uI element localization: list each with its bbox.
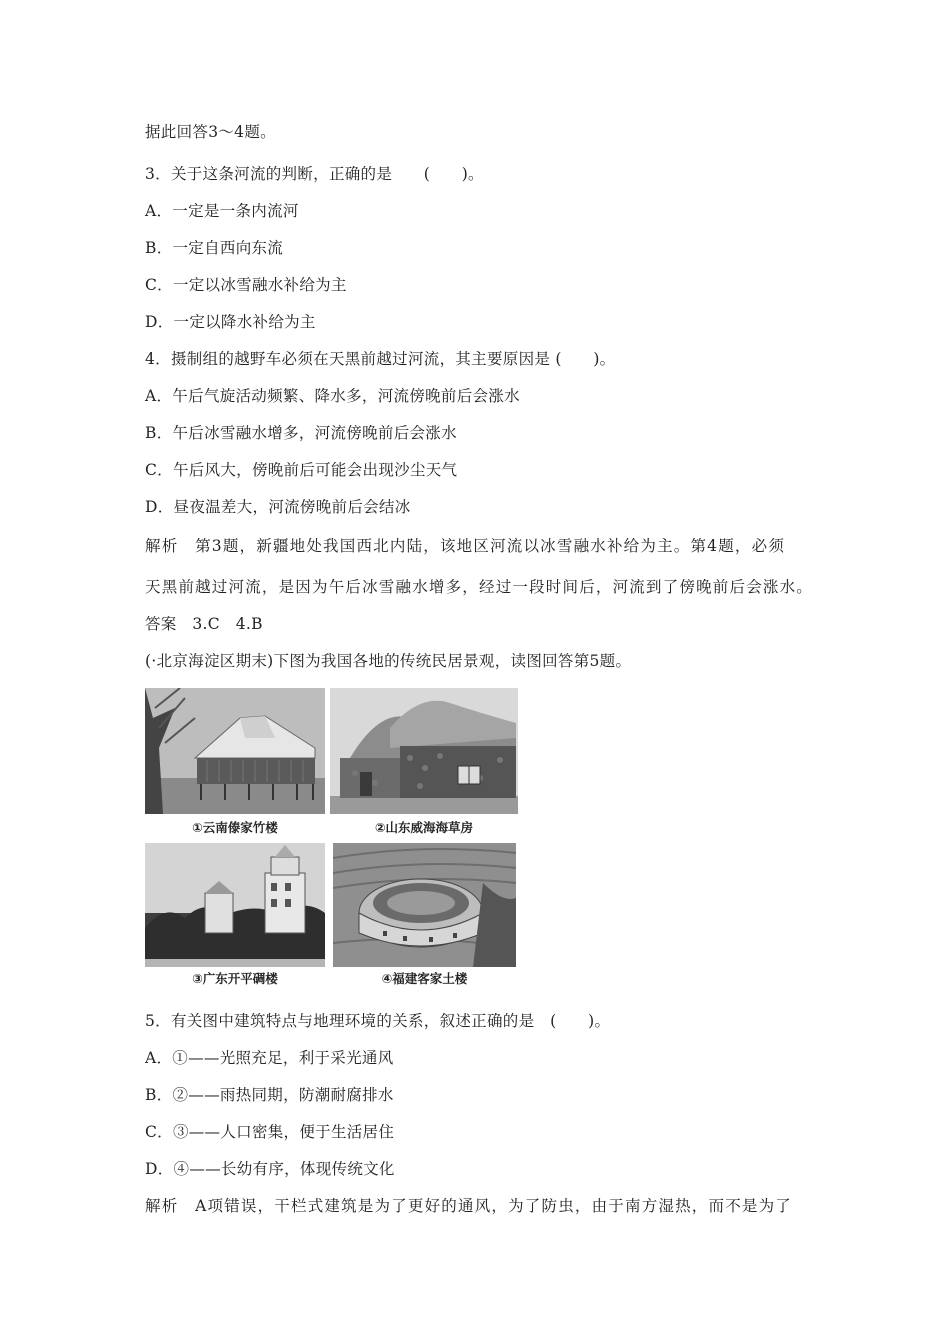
analysis-line-1: 解析 第3题，新疆地处我国西北内陆，该地区河流以冰雪融水补给为主。第4题，必须: [145, 537, 786, 555]
answer-line: 答案 3.C 4.B: [145, 615, 263, 633]
source-line: (·北京海淀区期末)下图为我国各地的传统民居景观，读图回答第5题。: [145, 652, 632, 670]
photo-kaiping-diaolou: [145, 843, 325, 991]
photo-caption-1: ①云南傣家竹楼: [192, 820, 278, 835]
q4-option-a: A．午后气旋活动频繁、降水多，河流傍晚前后会涨水: [145, 387, 520, 405]
q3-option-d: D．一定以降水补给为主: [145, 313, 316, 331]
q4-option-d: D．昼夜温差大，河流傍晚前后会结冰: [145, 498, 411, 516]
intro-text: 据此回答3～4题。: [145, 123, 276, 141]
photo-seaweed-house: [330, 688, 518, 840]
q5-option-d: D．④——长幼有序，体现传统文化: [145, 1160, 395, 1178]
q5-option-c: C．③——人口密集，便于生活居住: [145, 1123, 395, 1141]
photo-caption-2: ②山东威海海草房: [374, 820, 474, 835]
q3-option-c: C．一定以冰雪融水补给为主: [145, 276, 347, 294]
q4-stem: 4．摄制组的越野车必须在天黑前越过河流，其主要原因是 ( )。: [145, 350, 616, 368]
q5-option-b: B．②——雨热同期，防潮耐腐排水: [145, 1086, 394, 1104]
q4-option-c: C．午后风大，傍晚前后可能会出现沙尘天气: [145, 461, 458, 479]
q5-stem: 5．有关图中建筑特点与地理环境的关系，叙述正确的是 ( )。: [145, 1012, 611, 1030]
photo-caption-4: ④福建客家土楼: [381, 971, 468, 986]
analysis-q5-line: 解析 A项错误，干栏式建筑是为了更好的通风，为了防虫，由于南方湿热，而不是为了: [145, 1197, 792, 1215]
q4-option-b: B．午后冰雪融水增多，河流傍晚前后会涨水: [145, 424, 457, 442]
q3-option-a: A．一定是一条内流河: [145, 202, 299, 220]
photo-fujian-tulou: [333, 843, 516, 991]
photo-caption-3: ③广东开平碉楼: [192, 971, 278, 986]
analysis-line-2: 天黑前越过河流，是因为午后冰雪融水增多，经过一段时间后，河流到了傍晚前后会涨水。: [145, 578, 814, 596]
q3-option-b: B．一定自西向东流: [145, 239, 284, 257]
photo-dai-bamboo-house: [145, 688, 325, 840]
q5-option-a: A．①——光照充足，利于采光通风: [145, 1049, 394, 1067]
q3-stem: 3．关于这条河流的判断，正确的是 ( )。: [145, 165, 484, 183]
